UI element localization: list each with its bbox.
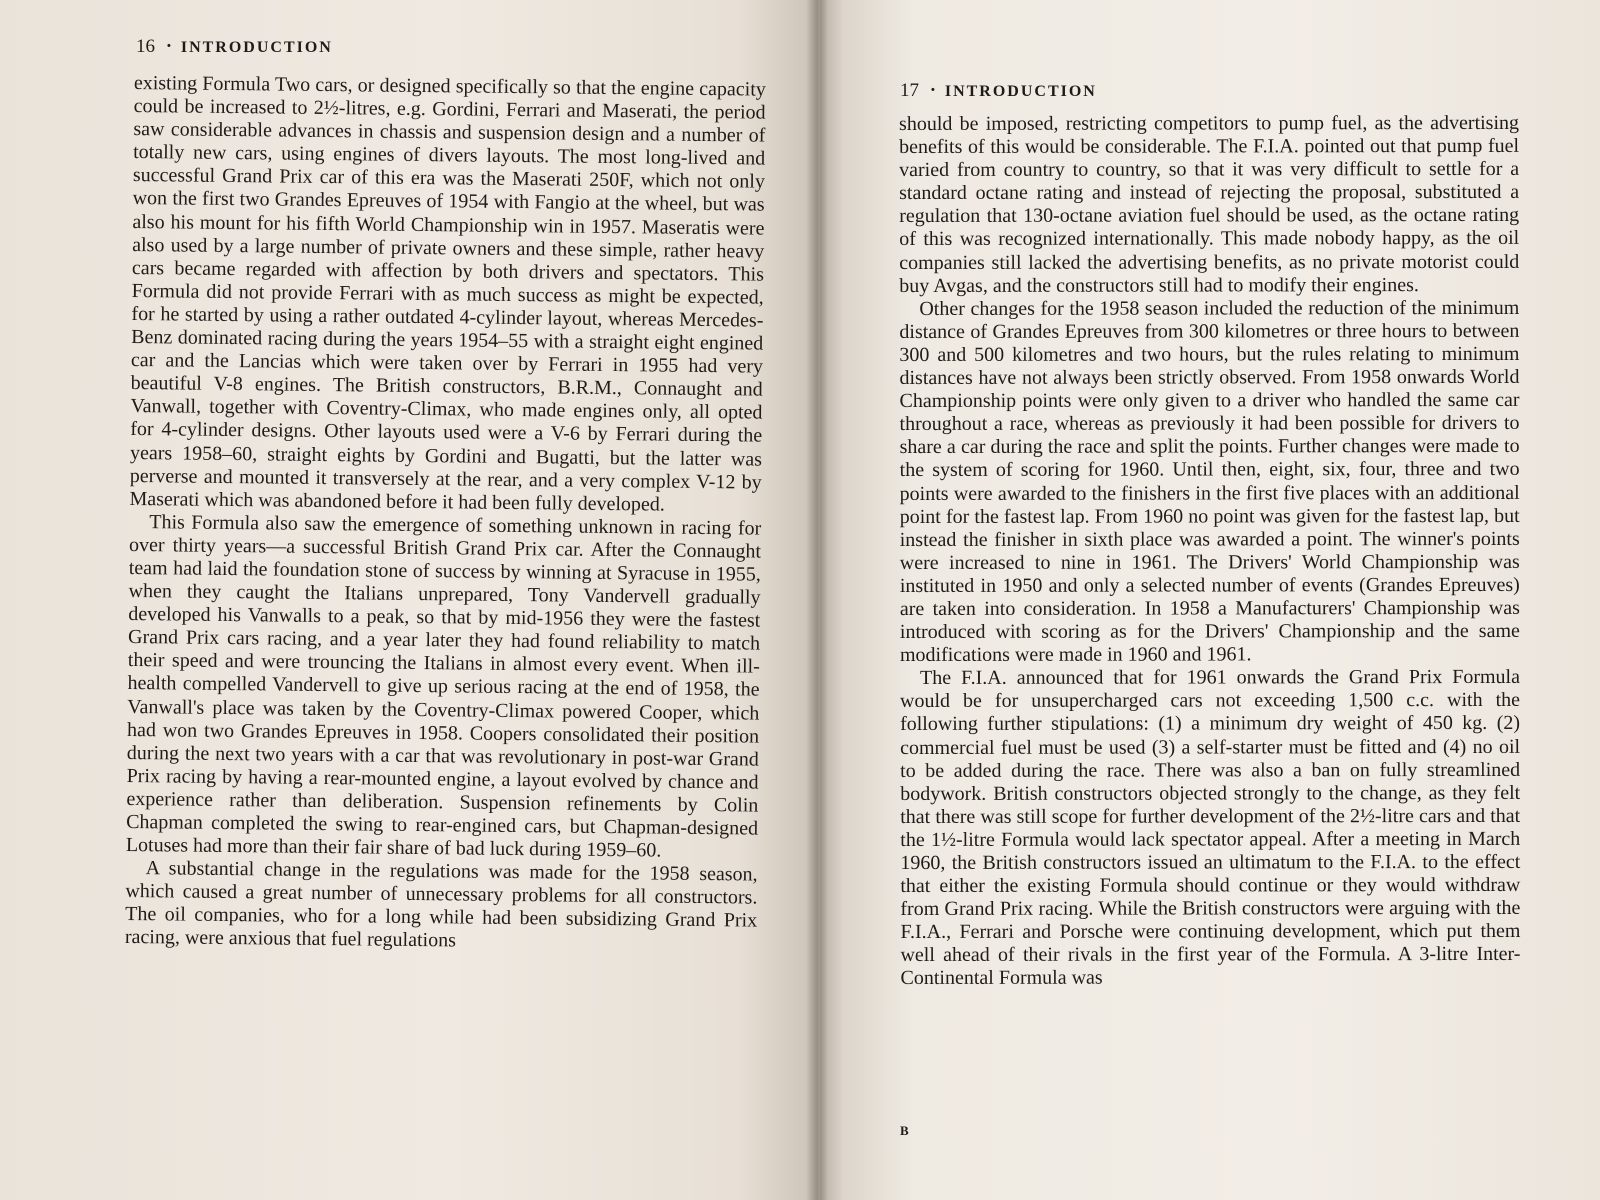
- left-page-text: [125, 72, 766, 956]
- book-gutter: [806, 0, 828, 1200]
- paragraph: A substantial change in the regulations was made for the 1958 season, which caused a great number of unnecessary problems for all constructors. The oil companies, who for a long while had been subsidizing Grand Prix racing, were anxious that fuel regulations: [124, 857, 758, 952]
- right-running-head-title: INTRODUCTION: [944, 83, 1097, 100]
- left-running-head-title: INTRODUCTION: [180, 39, 333, 56]
- paragraph: should be imposed, restricting competitors to pump fuel, as the advertising benefits of this would be considerable. The F.I.A. pointed out that pump fuel varied from country to country, so that it was very difficult to settle for a standard octane rating and instead of rejecting the proposal, substituted a regulation that 130-octane aviation fuel should be used, as the octane rating of this was recognized internationally. This made nobody happy, as the oil companies still lacked the advertising benefits, as no private motorist could buy Avgas, and the constructors still had to modify their engines.: [899, 111, 1520, 297]
- right-running-head: [900, 80, 1097, 102]
- paragraph: Other changes for the 1958 season included the reduction of the minimum distance of Grandes Epreuves from 300 kilometres or three hours to between 300 and 500 kilometres and two hours, but the rules relating to minimum distances have not always been strictly observed. From 1958 onwards World Championship points were only given to a driver who handled the same car throughout a race, whereas as previously it had been possible for drivers to share a car during the race and split the points. Further changes were made to the system of scoring for 1960. Until then, eight, six, four, three and two points were awarded to the finishers in the first five places with an additional point for the fastest lap. From 1960 no point was given for the fastest lap, but instead the finisher in sixth place was awarded a point. The winner's points were increased to nine in 1961. The Drivers' World Championship was instituted in 1950 and only a selected number of events (Grandes Epreuves) are taken into consideration. In 1958 a Manufacturers' Championship was introduced with scoring as for the Drivers' Championship and the same modifications were made in 1960 and 1961.: [899, 296, 1520, 667]
- head-separator: ·: [929, 80, 939, 101]
- right-page-number: 17: [900, 80, 919, 101]
- left-running-head: [136, 36, 333, 58]
- paragraph: The F.I.A. announced that for 1961 onwards the Grand Prix Formula would be for unsupercharged cars not exceeding 1,500 c.c. with the following further stipulations: (1) a minimum dry weight of 450 kg. (2) commercial fuel must be used (3) a self-starter must be fitted and (4) no oil to be added during the race. There was also a ban on fully streamlined bodywork. British constructors objected strongly to the change, as they felt that there was still scope for further development of the 2½-litre cars and that the 1½-litre Formula would lack spectator appeal. After a meeting in March 1960, the British constructors issued an ultimatum to the F.I.A. to the effect that either the existing Formula should continue or they would withdraw from Grand Prix racing. While the British constructors were arguing with the F.I.A., Ferrari and Porsche were continuing development, which put them well ahead of their rivals in the first year of the Formula. A 3-litre Inter-Continental Formula was: [900, 666, 1521, 990]
- paragraph: existing Formula Two cars, or designed specifically so that the engine capacity could be increased to 2½-litres, e.g. Gordini, Ferrari and Maserati, the period saw considerable advances in chassis and suspension design and a number of totally new cars, using engines of divers layouts. The most long-lived and successful Grand Prix car of this era was the Maserati 250F, which not only won the first two Grandes Epreuves of 1954 with Fangio at the wheel, but was also his mount for his fifth World Championship win in 1957. Maseratis were also used by a large number of private owners and these simple, rather heavy cars became regarded with affection by both drivers and spectators. This Formula did not provide Ferrari with as much success as might be expected, for he started by using a rather outdated 4-cylinder layout, whereas Mercedes-Benz dominated racing during the years 1954–55 with a straight eight engined car and the Lancias which were taken over by Ferrari in 1955 had very beautiful V-8 engines. The British constructors, B.R.M., Connaught and Vanwall, together with Coventry-Climax, who made engines only, all opted for 4-cylinder designs. Other layouts used were a V-6 by Ferrari during the years 1958–60, straight eights by Gordini and Bugatti, but the latter was perverse and mounted it transversely at the rear, and a very complex V-12 by Maserati which was abandoned before it had been fully developed.: [129, 72, 766, 516]
- paragraph: This Formula also saw the emergence of something unknown in racing for over thirty years—a successful British Grand Prix car. After the Connaught team had laid the foundation stone of success by winning at Syracuse in 1955, when they caught the Italians unprepared, Tony Vandervell gradually developed his Vanwalls to a peak, so that by mid-1956 they were the fastest Grand Prix cars racing, and a year later they had found reliability to match their speed and were trouncing the Italians in almost every event. When ill-health compelled Vandervell to give up serious racing at the end of 1958, the Vanwall's place was taken by the Coventry-Climax powered Cooper, which had won two Grandes Epreuves in 1958. Coopers consolidated their position during the next two years with a car that was revolutionary in post-war Grand Prix racing by having a rear-mounted engine, a layout evolved by chance and experience rather than deliberation. Suspension refinements by Colin Chapman completed the swing to rear-engined cars, but Chapman-designed Lotuses had more than their fair share of bad luck during 1959–60.: [125, 510, 762, 862]
- left-page-number: 16: [136, 36, 155, 57]
- right-page-text: [899, 112, 1521, 991]
- signature-mark: B: [900, 1123, 909, 1138]
- head-separator: ·: [165, 36, 175, 57]
